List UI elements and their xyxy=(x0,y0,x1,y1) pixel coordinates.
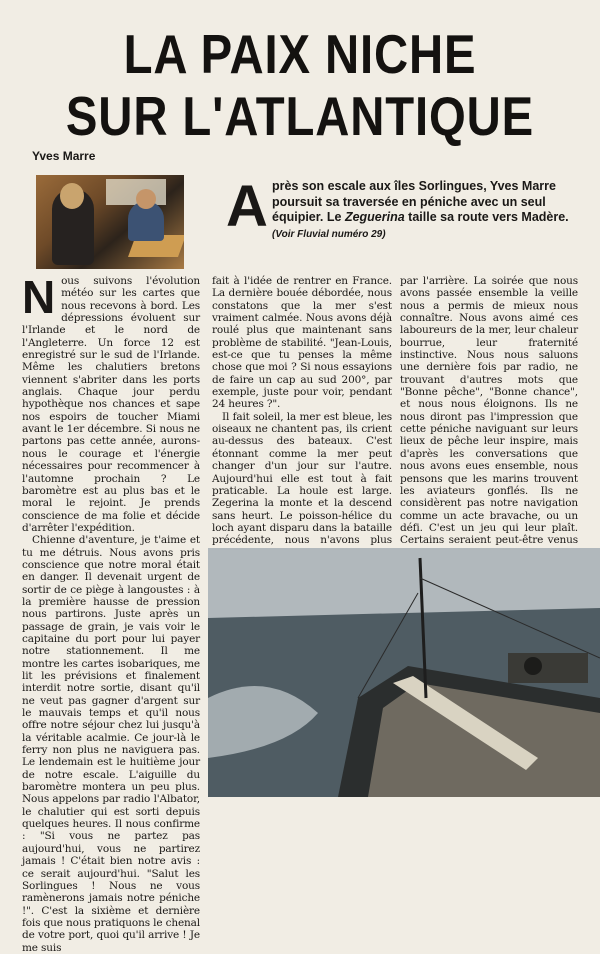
headline-line-2: SUR L'ATLANTIQUE xyxy=(65,85,535,147)
winch-drum xyxy=(524,657,542,675)
col1-paragraph-1: ous suivons l'évolution météo sur les cartes que nous recevons à bord. Les dépressions évoluent sur l'Irlande et le nord de l'Angleterre. Un force 12 est enregistré sur le sud de l'Irlande. Même les chalutiers bretons viennent s'abriter dans les ports anglais. Chaque jour perdu hypothèque nos chances et sape nos espoirs de toucher Miami avant le 1er décembre. Si nous ne partons pas cette année, aurons-nous le courage et l'énergie nécessaires pour recommencer à l'automne prochain ? Le baromètre est au plus bas et le moral le rejoint. Je prends conscience de ma folie et décide d'arrêter l'expédition. xyxy=(22,275,200,534)
barge-illustration xyxy=(208,548,600,797)
col2-paragraph-1: fait à l'idée de rentrer en France. La dernière bouée débordée, nous constatons que la mer s'est vraiment calmée. Nous avons déjà roulé plus que maintenant sans problème de stabilité. "Jean-Louis, est-ce que tu penses la même chose que moi ? Si nous essayions de faire un cap au sud 200°, par exemple, juste pour voir, pendant 24 heures ?". xyxy=(212,275,392,411)
intro-text-2: taille sa route vers Madère. xyxy=(404,210,569,225)
author-byline: Yves Marre xyxy=(32,149,96,163)
person-right-head xyxy=(136,189,156,209)
body-drop-cap: N xyxy=(22,271,56,323)
col2-paragraph-2: Il fait soleil, la mer est bleue, les oiseaux ne chantent pas, ils crient au-dessus des bateaux. C'est étonnant comme la mer peut changer d'un jour sur l'autre. Aujourd'hui elle est tout à fait praticable. La houle est large. Zegerina la monte et la descend sans heurt. Le poisson-hélice du loch ayant disparu dans la bataille précédente, nous n'avons plus xyxy=(212,410,392,547)
intro-drop-cap: A xyxy=(226,174,268,239)
article-column-1 xyxy=(22,271,200,954)
intro-reference: (Voir Fluvial numéro 29) xyxy=(272,228,386,240)
intro-boat-name: Zeguerina xyxy=(344,210,405,225)
col3-paragraph-1: par l'arrière. La soirée que nous avons passée ensemble la veille nous a permis de mieux nous connaître. Nous avons aimé ces laboureurs de la mer, leur chaleur bourrue, leur fraternité instinctive. Nous nous saluons une dernière fois par radio, ne trouvant d'autres mots que "Bonne pêche", "Bonne chance", et nous nous éloignons. Ils ne nous diront pas l'impression que cette péniche naviguant sur leurs lieux de pêche leur inspire, mais d'après les conversations que nous avons eues ensemble, nous pensons que les marins trouvent les aviateurs gonflés. Ils ne considèrent pas notre navigation comme un acte bravache, ou un défi. C'est un jeu qui leur plaît. Certains seraient peut-être venus xyxy=(400,275,578,547)
intro-text-1: près son escale aux îles Sorlingues, Yves Marre poursuit sa traversée en péniche avec un seul équipier. Le xyxy=(272,179,556,225)
intro-paragraph xyxy=(272,179,570,242)
sky xyxy=(208,548,600,618)
person-left-head xyxy=(60,183,84,209)
winch-equipment xyxy=(508,653,588,683)
headline-line-1: LA PAIX NICHE xyxy=(123,23,477,85)
col1-paragraph-2: Chienne d'aventure, je t'aime et tu me détruis. Nous avons pris conscience que notre moral était en danger. Il devenait urgent de sortir de ce piège à langoustes : à la première hausse de pression nous partirons. Juste après un passage de grain, je vais voir le capitaine du port pour lui payer notre stationnement. Il me montre les cartes isobariques, me lit les prévisions et finalement interdit notre sortie, disant qu'il ne veut pas gagner d'argent sur le mauvais temps et qu'il nous offre notre séjour chez lui jusqu'à la véritable acalmie. Ce jour-là le ferry non plus ne naviguera pas. Le lendemain est le huitième jour de notre escale. L'aiguille du baromètre montera un peu plus. Nous appelons par radio l'Albator, le chalutier qui est sorti depuis quelques heures. Il nous confirme : "Si vous ne partez pas aujourd'hui, vous ne partirez jamais ! C'était bien notre avis : ce serait aujourd'hui. "Salut les Sorlingues ! Nous ne vous ramènerons jamais notre péniche !". C'est la sixième et dernière fois que nous pratiquons le chenal de votre port, quoi qu'il arrive ! Je me suis xyxy=(22,534,200,954)
crew-photo xyxy=(36,175,184,269)
barge-at-sea-photo xyxy=(208,548,600,797)
